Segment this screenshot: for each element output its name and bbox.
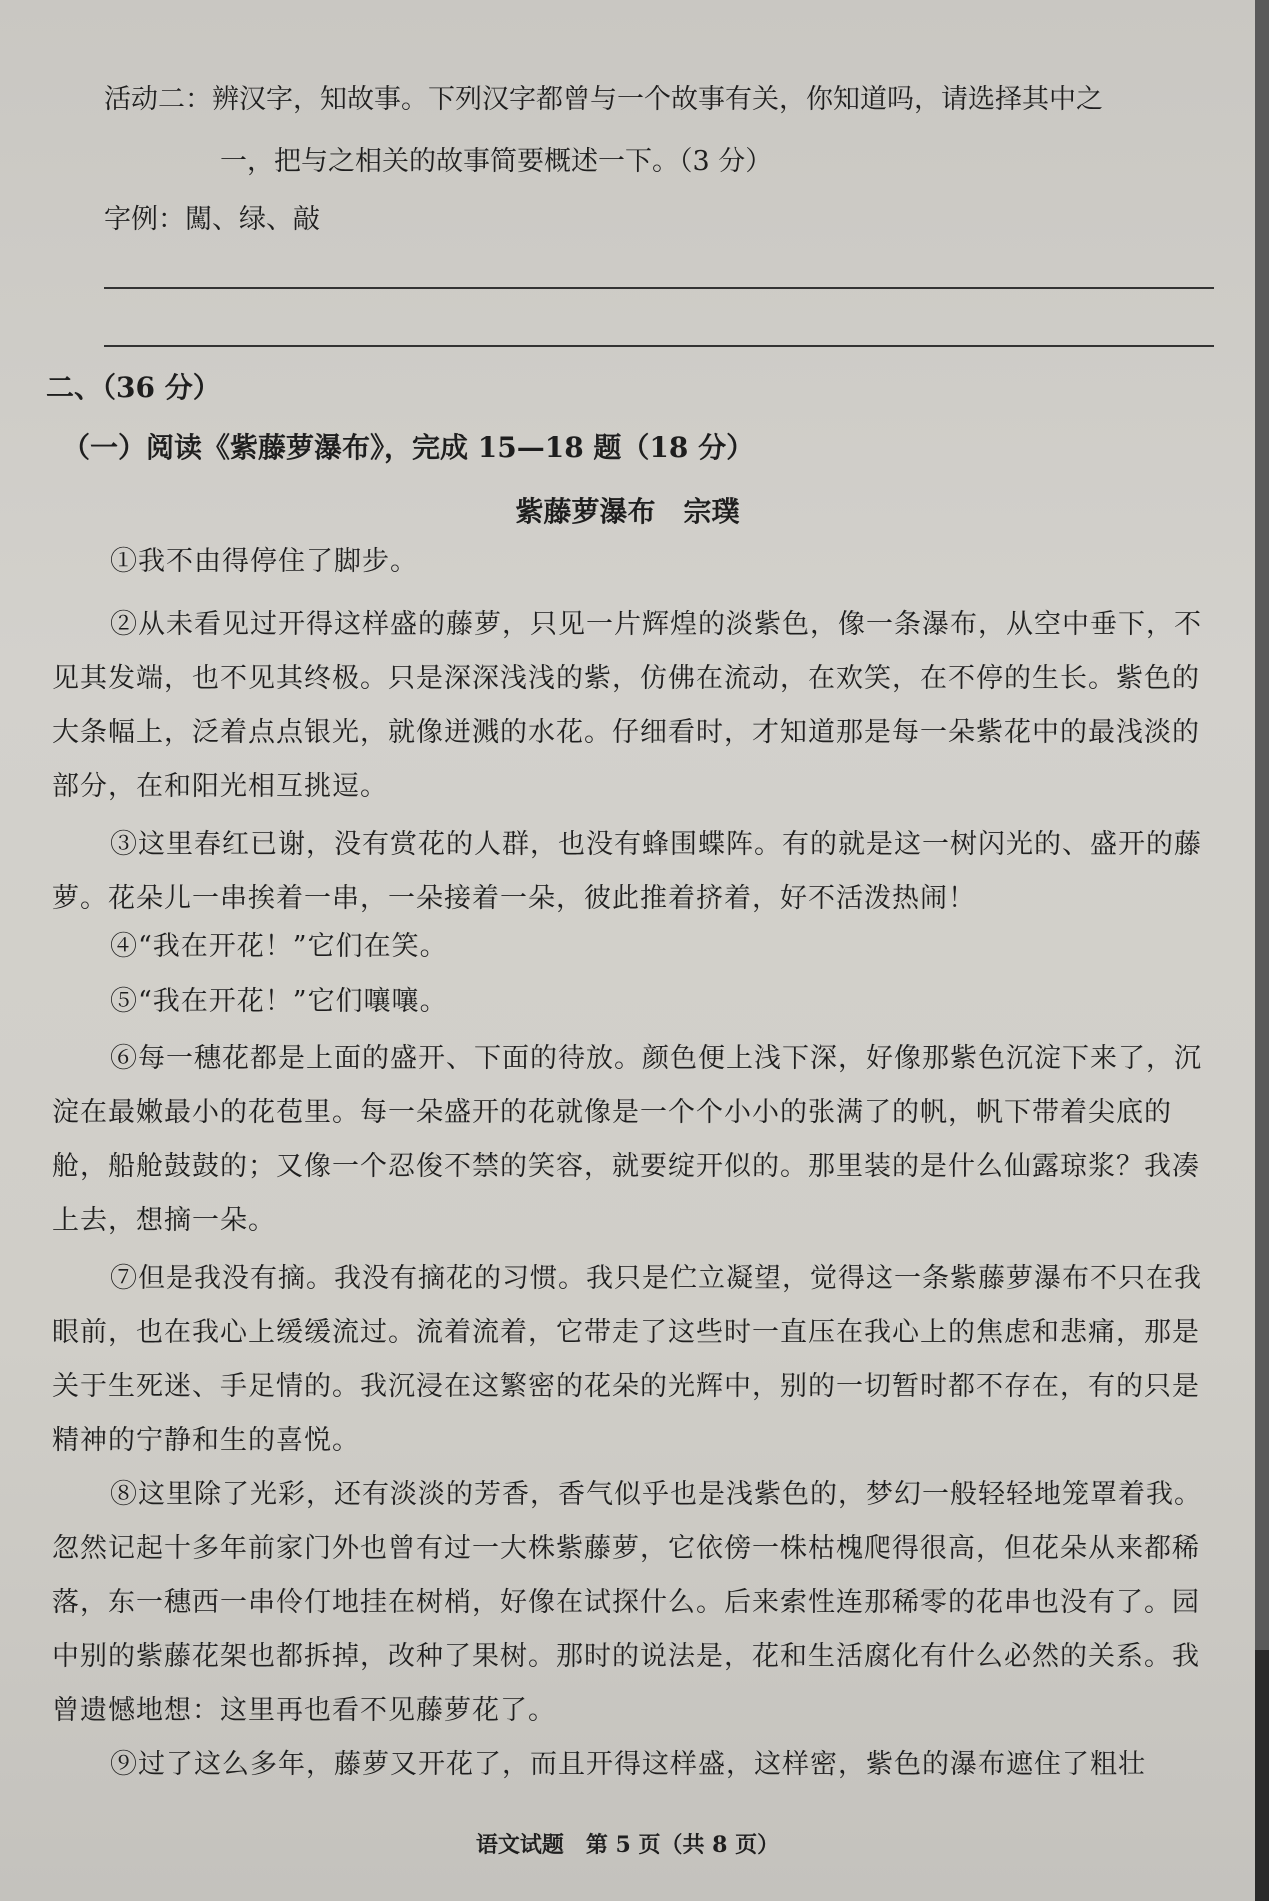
answer-line-2[interactable] [104, 345, 1214, 347]
section-heading: 二、（36 分） [46, 371, 221, 404]
paragraph-9: ⑨过了这么多年，藤萝又开花了，而且开得这样盛，这样密，紫色的瀑布遮住了粗壮 [110, 1749, 1146, 1780]
reading-instructions: （一）阅读《紫藤萝瀑布》，完成 15—18 题（18 分） [62, 431, 755, 464]
activity-examples: 字例：闖、绿、敲 [104, 204, 320, 235]
activity-prompt-line2: 一，把与之相关的故事简要概述一下。（3 分） [220, 146, 773, 177]
photo-edge-shadow [1255, 1650, 1269, 1901]
answer-line-1[interactable] [104, 287, 1214, 289]
paragraph-7: ⑦但是我没有摘。我没有摘花的习惯。我只是伫立凝望，觉得这一条紫藤萝瀑布不只在我眼前，也在我心上缓缓流过。流着流着，它带走了这些时一直压在我心上的焦虑和悲痛，那是关于生死迷、手足情的。我沉浸在这繁密的花朵的光辉中，别的一切暂时都不存在，有的只是精神的宁静和生的喜悦。 [52, 1263, 1202, 1456]
paragraph-8: ⑧这里除了光彩，还有淡淡的芳香，香气似乎也是浅紫色的，梦幻一般轻轻地笼罩着我。忽然记起十多年前家门外也曾有过一大株紫藤萝，它依傍一株枯槐爬得很高，但花朵从来都稀落，东一穗西一串伶仃地挂在树梢，好像在试探什么。后来索性连那稀零的花串也没有了。园中别的紫藤花架也都拆掉，改种了果树。那时的说法是，花和生活腐化有什么必然的关系。我曾遗憾地想：这里再也看不见藤萝花了。 [52, 1479, 1202, 1726]
paragraph-6: ⑥每一穗花都是上面的盛开、下面的待放。颜色便上浅下深，好像那紫色沉淀下来了，沉淀在最嫩最小的花苞里。每一朵盛开的花就像是一个个小小的张满了的帆，帆下带着尖底的舱，船舱鼓鼓的；又像一个忍俊不禁的笑容，就要绽开似的。那里装的是什么仙露琼浆？我凑上去，想摘一朵。 [52, 1043, 1202, 1236]
article-title: 紫藤萝瀑布 宗璞 [515, 495, 740, 528]
paragraph-2: ②从未看见过开得这样盛的藤萝，只见一片辉煌的淡紫色，像一条瀑布，从空中垂下，不见其发端，也不见其终极。只是深深浅浅的紫，仿佛在流动，在欢笑，在不停的生长。紫色的大条幅上，泛着点点银光，就像迸溅的水花。仔细看时，才知道那是每一朵紫花中的最浅淡的部分，在和阳光相互挑逗。 [52, 609, 1202, 802]
activity-prompt-line1: 活动二：辨汉字，知故事。下列汉字都曾与一个故事有关，你知道吗，请选择其中之 [104, 84, 1103, 115]
paragraph-5: ⑤“我在开花！”它们嚷嚷。 [110, 986, 448, 1017]
page-footer: 语文试题 第 5 页（共 8 页） [475, 1832, 780, 1858]
paragraph-3: ③这里春红已谢，没有赏花的人群，也没有蜂围蝶阵。有的就是这一树闪光的、盛开的藤萝。花朵儿一串挨着一串，一朵接着一朵，彼此推着挤着，好不活泼热闹！ [52, 829, 1202, 914]
paragraph-4: ④“我在开花！”它们在笑。 [110, 931, 448, 962]
paragraph-1: ①我不由得停住了脚步。 [110, 546, 418, 577]
